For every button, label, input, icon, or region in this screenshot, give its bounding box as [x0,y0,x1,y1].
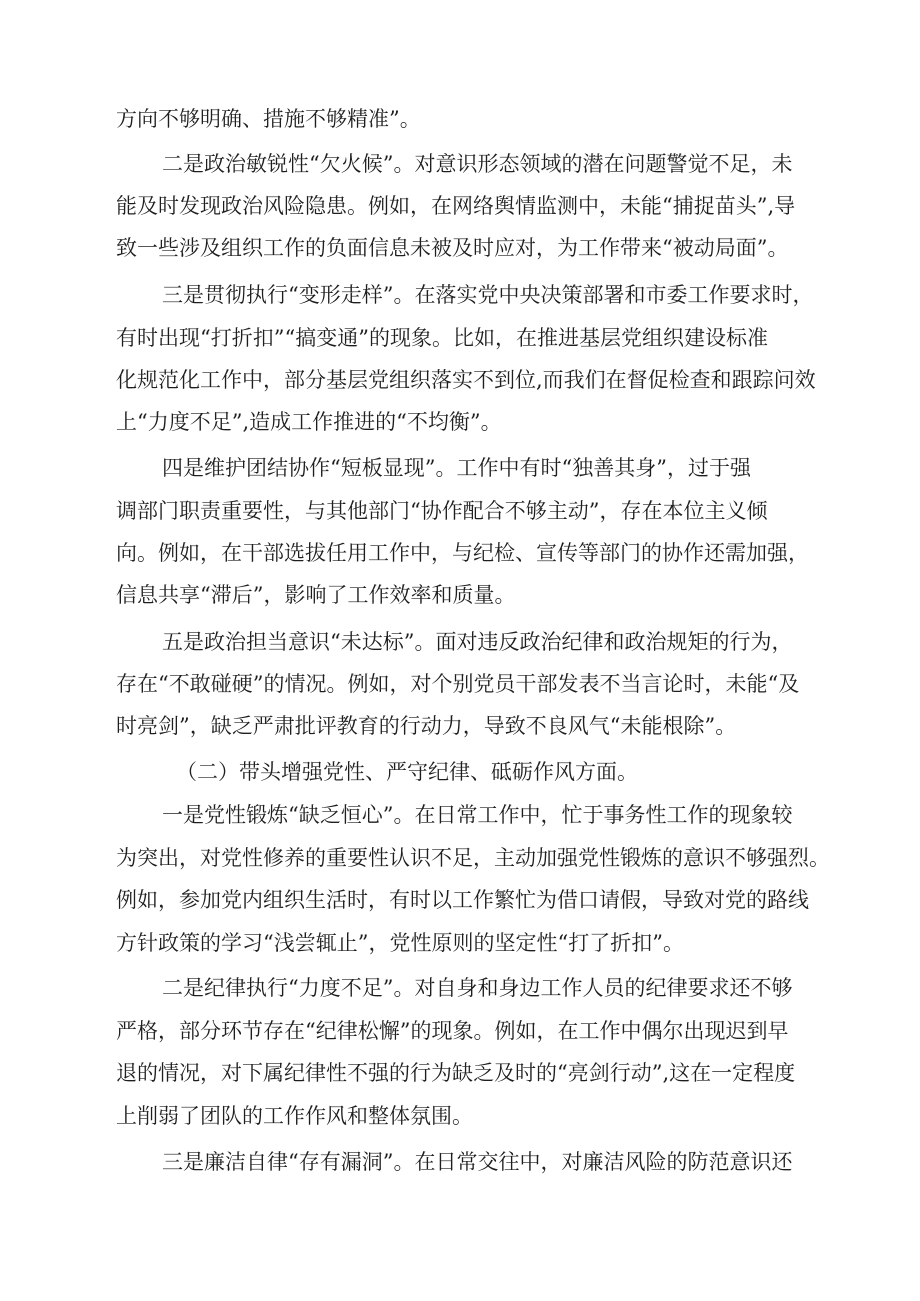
paragraph-line: 致一些涉及组织工作的负面信息未被及时应对，为工作带来“被动局面”。 [116,236,789,260]
paragraph-line: 信息共享“滞后”，影响了工作效率和质量。 [116,583,516,607]
paragraph-line: 化规范化工作中，部分基层党组织落实不到位,而我们在督促检查和跟踪问效 [116,368,816,392]
paragraph-line: 例如，参加党内组织生活时，有时以工作繁忙为借口请假，导致对党的路线 [116,888,809,912]
paragraph-line: 一是党性锻炼“缺乏恒心”。在日常工作中，忙于事务性工作的现象较 [162,803,793,827]
paragraph-line: 三是贯彻执行“变形走样”。在落实党中央决策部署和市委工作要求时， [162,283,814,307]
paragraph-line: 二是政治敏锐性“欠火候”。对意识形态领域的潜在问题警觉不足，未 [162,152,793,176]
paragraph-line: 方针政策的学习“浅尝辄止”，党性原则的坚定性“打了折扣”。 [116,931,684,955]
paragraph-line: 五是政治担当意识“未达标”。面对违反政治纪律和政治规矩的行为， [162,630,793,654]
paragraph-line: 严格，部分环节存在“纪律松懈”的现象。例如，在工作中偶尔出现迟到早 [116,1019,789,1043]
paragraph-line: 三是廉洁自律“存有漏洞”。在日常交往中，对廉洁风险的防范意识还 [162,1150,793,1174]
paragraph-line: 方向不够明确、措施不够精准”。 [116,107,421,131]
paragraph-line: 为突出，对党性修养的重要性认识不足，主动加强党性锻炼的意识不够强烈。 [116,846,830,870]
paragraph-line: 有时出现“打折扣”“搞变通”的现象。比如，在推进基层党组织建设标准 [116,326,768,350]
paragraph-line: 上“力度不足”,造成工作推进的“不均衡”。 [116,410,502,434]
paragraph-line: 向。例如，在干部选拔任用工作中，与纪检、宣传等部门的协作还需加强， [116,541,809,565]
paragraph-line: 时亮剑”，缺乏严肃批评教育的行动力，导致不良风气“未能根除”。 [116,714,737,738]
paragraph-line: 二是纪律执行“力度不足”。对自身和身边工作人员的纪律要求还不够 [162,976,793,1000]
paragraph-line: 调部门职责重要性，与其他部门“协作配合不够主动”，存在本位主义倾 [116,499,768,523]
paragraph-line: 能及时发现政治风险隐患。例如，在网络舆情监测中，未能“捕捉苗头”,导 [116,194,796,218]
paragraph-line: 退的情况，对下属纪律性不强的行为缺乏及时的“亮剑行动”,这在一定程度 [116,1061,796,1085]
paragraph-line: 上削弱了团队的工作作风和整体氛围。 [116,1104,473,1128]
section-heading: （二）带头增强党性、严守纪律、砥砺作风方面。 [176,760,638,784]
paragraph-line: 四是维护团结协作“短板显现”。工作中有时“独善其身”，过于强 [162,456,751,480]
paragraph-line: 存在“不敢碰硬”的情况。例如，对个别党员干部发表不当言论时，未能“及 [116,672,800,696]
